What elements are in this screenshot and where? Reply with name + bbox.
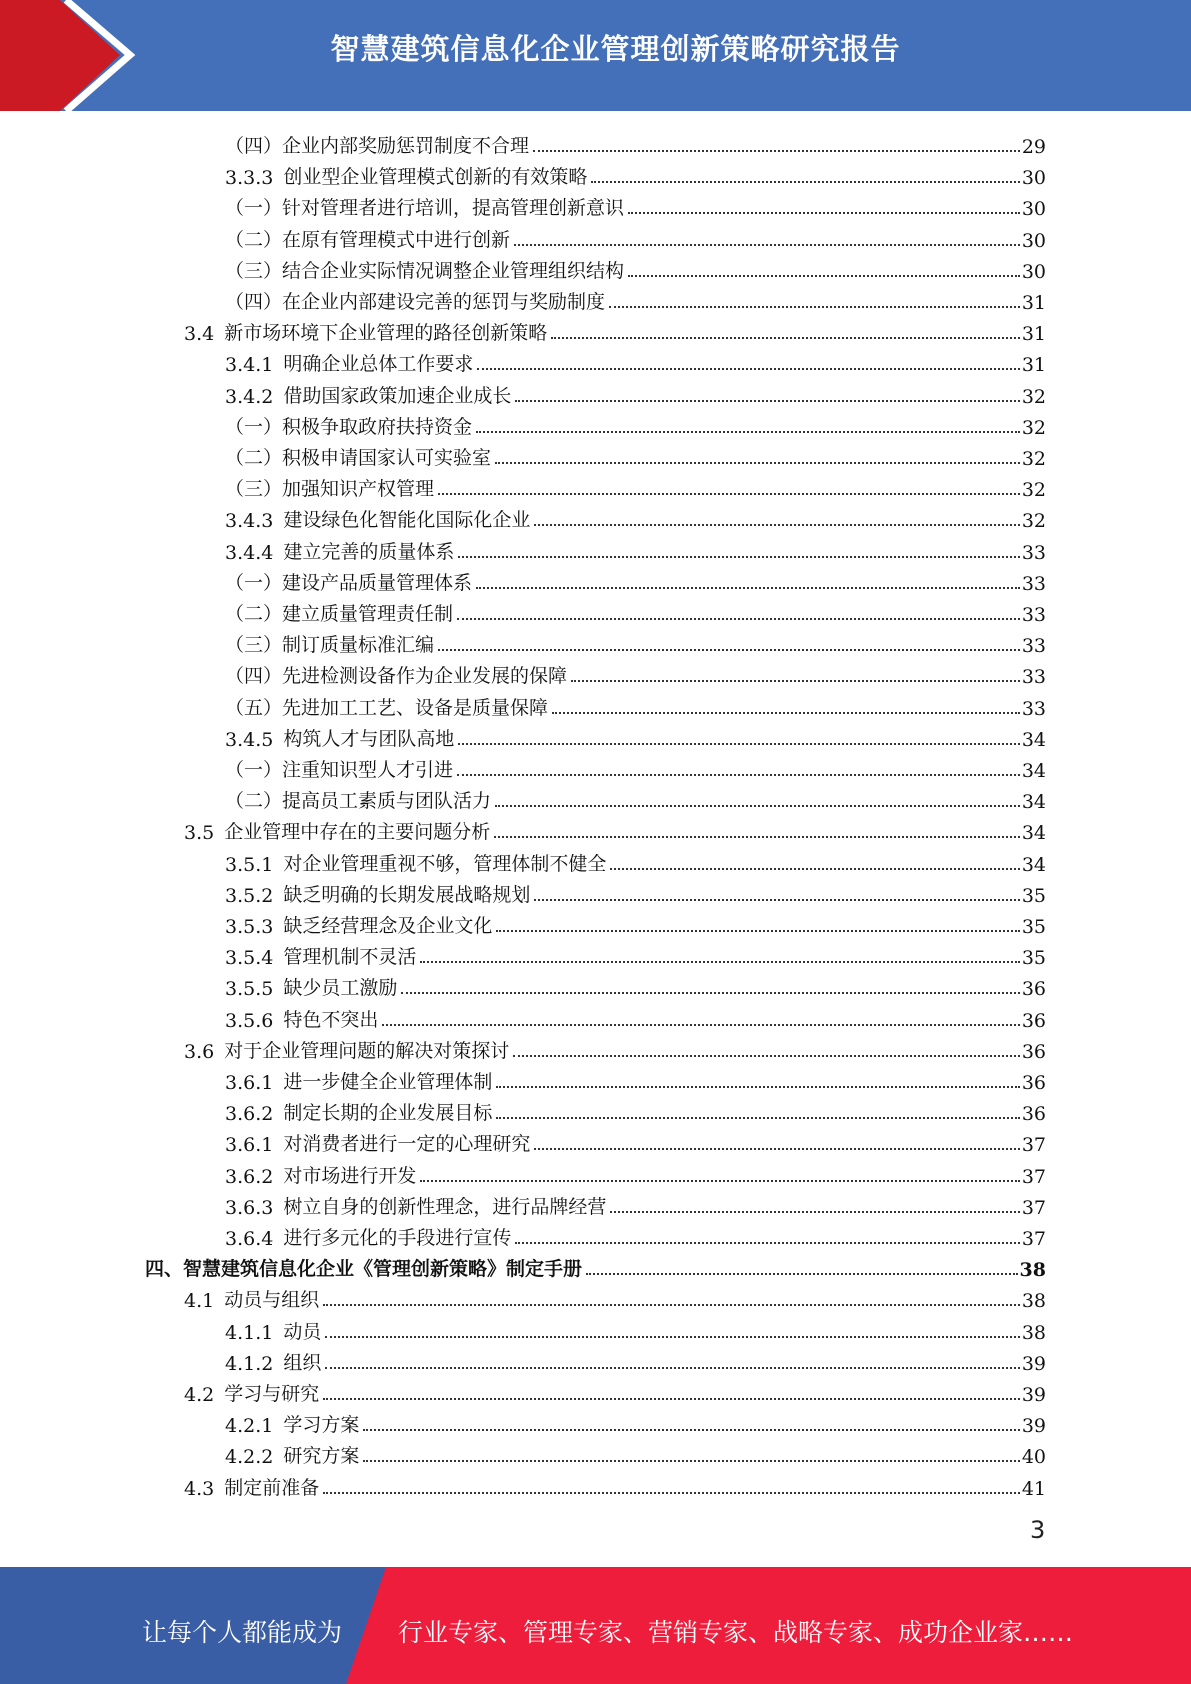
toc-leader-dots (495, 795, 1020, 807)
toc-entry[interactable] (225, 127, 1046, 158)
toc-entry-title: 明确企业总体工作要求 (283, 353, 474, 376)
toc-entry-page: 33 (1021, 635, 1046, 658)
toc-entry-title: 缺乏经营理念及企业文化 (283, 915, 493, 937)
toc-entry-page: 31 (1021, 323, 1046, 346)
toc-entry[interactable] (225, 408, 1046, 439)
toc-entry-title: 进行多元化的手段进行宣传 (283, 1227, 512, 1249)
toc-entry-title: 建设绿色化智能化国际化企业 (283, 509, 531, 532)
toc-leader-dots (610, 858, 1019, 870)
toc-entry-page: 36 (1021, 1072, 1046, 1094)
toc-entry-number: 3.5.1 (225, 853, 274, 876)
toc-entry-title: 组织 (283, 1351, 322, 1374)
toc-entry[interactable] (184, 1469, 1046, 1500)
toc-entry-page: 34 (1021, 728, 1046, 751)
page-header (0, 0, 1191, 111)
toc-entry-title: 学习与研究 (224, 1383, 320, 1405)
toc-entry[interactable] (225, 969, 1046, 1000)
toc-entry-title: （三）结合企业实际情况调整企业管理组织结构 (225, 259, 625, 282)
toc-entry-title: 进一步健全企业管理体制 (283, 1071, 493, 1093)
toc-entry-title: 学习方案 (283, 1414, 360, 1437)
toc-entry[interactable] (225, 1313, 1046, 1344)
toc-leader-dots (628, 265, 1020, 277)
toc-entry-number: 3.6.1 (225, 1072, 274, 1094)
toc-leader-dots (494, 826, 1020, 838)
toc-entry[interactable] (225, 720, 1046, 751)
toc-leader-dots (515, 1232, 1019, 1244)
toc-entry-title: 缺少员工激励 (283, 977, 398, 1000)
toc-entry[interactable] (225, 1437, 1046, 1468)
toc-leader-dots (609, 296, 1020, 308)
toc-entry-number: 3.3.3 (225, 167, 274, 190)
toc-entry-title: （二）积极申请国家认可实验室 (225, 447, 492, 469)
toc-entry-number: 3.4 (184, 323, 215, 346)
toc-leader-dots (363, 1450, 1019, 1462)
toc-entry[interactable] (225, 1219, 1046, 1250)
toc-entry-title: （四）先进检测设备作为企业发展的保障 (225, 665, 568, 688)
toc-entry-page: 37 (1021, 1228, 1046, 1250)
toc-entry-title: 研究方案 (283, 1445, 360, 1468)
toc-entry[interactable] (184, 813, 1046, 844)
toc-entry[interactable] (225, 751, 1046, 782)
toc-entry-title: 对消费者进行一定的心理研究 (283, 1133, 531, 1156)
toc-leader-dots (457, 608, 1020, 620)
toc-entry-title: （四）企业内部奖励惩罚制度不合理 (225, 135, 530, 157)
toc-entry-page: 30 (1021, 167, 1046, 190)
toc-entry[interactable] (184, 1281, 1046, 1312)
toc-entry[interactable] (225, 907, 1046, 938)
toc-entry[interactable] (225, 533, 1046, 564)
toc-entry-number: 3.5.3 (225, 916, 274, 938)
toc-entry-page: 33 (1021, 697, 1046, 720)
toc-leader-dots (323, 1482, 1020, 1494)
toc-entry-page: 36 (1021, 1040, 1046, 1063)
toc-entry-title: （一）积极争取政府扶持资金 (225, 415, 473, 438)
toc-leader-dots (420, 951, 1019, 963)
toc-leader-dots (496, 920, 1019, 932)
toc-entry-page: 39 (1021, 1384, 1046, 1406)
toc-entry-number: 3.5.6 (225, 1009, 274, 1032)
toc-entry-title: 动员与组织 (224, 1289, 320, 1312)
toc-entry-number: 3.5.4 (225, 947, 274, 970)
toc-entry[interactable] (225, 1344, 1046, 1375)
toc-entry-number: 3.5 (184, 822, 215, 845)
toc-entry-page: 38 (1021, 1290, 1046, 1313)
toc-entry-title: （一）建设产品质量管理体系 (225, 571, 473, 594)
toc-leader-dots (323, 1294, 1020, 1306)
toc-entry-number: 3.6.2 (225, 1103, 274, 1126)
toc-entry[interactable] (225, 439, 1046, 470)
toc-leader-dots (610, 1201, 1019, 1213)
toc-entry-title: 对于企业管理问题的解决对策探讨 (224, 1039, 510, 1062)
toc-entry[interactable] (225, 782, 1046, 813)
toc-entry-title: （一）注重知识型人才引进 (225, 759, 454, 781)
toc-entry-title: 对市场进行开发 (283, 1164, 417, 1187)
toc-leader-dots (513, 1045, 1020, 1057)
toc-entry-page: 33 (1021, 604, 1046, 626)
toc-entry-page: 37 (1021, 1165, 1046, 1188)
toc-entry-page: 36 (1021, 1009, 1046, 1032)
toc-entry-number: 3.4.2 (225, 385, 274, 408)
toc-leader-dots (401, 982, 1019, 994)
toc-entry-page: 35 (1021, 916, 1046, 938)
toc-entry-number: 4.1.2 (225, 1352, 274, 1375)
toc-entry-number: 4.2.2 (225, 1446, 274, 1469)
toc-entry[interactable] (225, 1001, 1046, 1032)
toc-entry-page: 34 (1021, 853, 1046, 876)
toc-entry-number: 4.3 (184, 1477, 215, 1500)
toc-entry[interactable] (225, 252, 1046, 283)
toc-entry-number: 3.5.2 (225, 884, 274, 907)
toc-entry-number: 3.6 (184, 1040, 215, 1063)
toc-entry-title: （二）建立质量管理责任制 (225, 603, 454, 625)
toc-entry[interactable] (225, 189, 1046, 220)
toc-entry-page: 36 (1021, 978, 1046, 1001)
toc-entry-number: 3.6.1 (225, 1134, 274, 1157)
toc-leader-dots (420, 1170, 1019, 1182)
toc-entry-page: 32 (1021, 479, 1046, 502)
toc-leader-dots (551, 327, 1020, 339)
toc-entry[interactable] (225, 876, 1046, 907)
toc-entry[interactable] (225, 689, 1046, 720)
toc-entry[interactable] (225, 221, 1046, 252)
toc-entry-title: （二）提高员工素质与团队活力 (225, 790, 492, 813)
toc-entry[interactable] (225, 657, 1046, 688)
toc-leader-dots (325, 1357, 1019, 1369)
toc-entry-page: 34 (1021, 791, 1046, 814)
footer-slogan-right: 行业专家、管理专家、营销专家、战略专家、成功企业家…… (398, 1618, 1074, 1647)
toc-leader-dots (586, 1263, 1018, 1275)
toc-entry-page: 37 (1021, 1134, 1046, 1157)
toc-entry[interactable] (225, 345, 1046, 376)
toc-entry-title: 动员 (283, 1320, 322, 1343)
toc-entry-page: 33 (1021, 541, 1046, 564)
toc-entry-title: 制定前准备 (224, 1476, 320, 1499)
toc-entry-title: 建立完善的质量体系 (283, 540, 455, 563)
toc-entry-page: 32 (1021, 416, 1046, 439)
toc-entry-page: 38 (1019, 1259, 1046, 1282)
document-title: 智慧建筑信息化企业管理创新策略研究报告 (330, 32, 901, 66)
toc-leader-dots (534, 889, 1019, 901)
toc-entry-page: 35 (1021, 947, 1046, 970)
toc-leader-dots (323, 1388, 1020, 1400)
toc-entry[interactable] (225, 377, 1046, 408)
toc-entry-number: 4.2 (184, 1384, 215, 1406)
toc-leader-dots (457, 764, 1020, 776)
toc-entry[interactable] (225, 283, 1046, 314)
toc-entry-page: 39 (1021, 1415, 1046, 1438)
toc-entry-title: 制定长期的企业发展目标 (283, 1102, 493, 1125)
toc-entry-page: 40 (1021, 1446, 1046, 1469)
toc-entry-number: 3.4.4 (225, 541, 274, 564)
toc-leader-dots (458, 733, 1019, 745)
toc-leader-dots (382, 1014, 1019, 1026)
toc-entry-title: 构筑人才与团队高地 (283, 727, 455, 750)
toc-entry[interactable] (225, 595, 1046, 626)
toc-entry-page: 31 (1021, 354, 1046, 377)
toc-entry-title: 缺乏明确的长期发展战略规划 (283, 883, 531, 906)
toc-leader-dots (495, 452, 1020, 464)
toc-entry[interactable] (225, 1406, 1046, 1437)
toc-entry[interactable] (225, 1188, 1046, 1219)
toc-entry[interactable] (225, 938, 1046, 969)
toc-leader-dots (476, 577, 1020, 589)
toc-entry-title: （五）先进加工工艺、设备是质量保障 (225, 696, 549, 719)
toc-entry-page: 34 (1021, 760, 1046, 782)
toc-entry-number: 4.1.1 (225, 1321, 274, 1344)
toc-entry-number: 3.5.5 (225, 978, 274, 1001)
toc-entry-title: 四、智慧建筑信息化企业《管理创新策略》制定手册 (145, 1258, 583, 1281)
toc-entry[interactable] (225, 1094, 1046, 1125)
toc-entry-page: 32 (1021, 510, 1046, 533)
toc-entry-title: 新市场环境下企业管理的路径创新策略 (224, 322, 548, 345)
toc-entry-title: 管理机制不灵活 (283, 946, 417, 969)
toc-entry-title: 企业管理中存在的主要问题分析 (224, 821, 491, 844)
toc-leader-dots (496, 1076, 1019, 1088)
toc-entry-number: 4.2.1 (225, 1415, 274, 1438)
page-number: 3 (1030, 1516, 1046, 1544)
toc-entry-page: 30 (1021, 198, 1046, 221)
toc-entry-number: 3.4.5 (225, 728, 274, 751)
toc-leader-dots (438, 639, 1020, 651)
toc-leader-dots (571, 670, 1020, 682)
toc-entry-page: 41 (1021, 1477, 1046, 1500)
toc-entry[interactable] (184, 1375, 1046, 1406)
toc-leader-dots (514, 234, 1020, 246)
toc-leader-dots (591, 171, 1019, 183)
toc-entry-page: 33 (1021, 572, 1046, 595)
toc-entry-number: 3.4.1 (225, 354, 274, 377)
toc-entry-number: 3.6.4 (225, 1228, 274, 1250)
toc-entry[interactable] (225, 845, 1046, 876)
toc-leader-dots (534, 1138, 1019, 1150)
toc-entry-page: 31 (1021, 292, 1046, 314)
toc-entry-title: （一）针对管理者进行培训，提高管理创新意识 (225, 197, 625, 220)
toc-entry-title: 特色不突出 (283, 1008, 379, 1031)
toc-entry[interactable] (225, 626, 1046, 657)
toc-entry-title: （四）在企业内部建设完善的惩罚与奖励制度 (225, 291, 606, 313)
toc-leader-dots (458, 546, 1019, 558)
toc-entry[interactable] (225, 501, 1046, 532)
toc-entry-title: （三）制订质量标准汇编 (225, 634, 435, 657)
toc-entry-title: （三）加强知识产权管理 (225, 478, 435, 501)
toc-leader-dots (477, 358, 1019, 370)
toc-entry[interactable] (225, 158, 1046, 189)
toc-leader-dots (534, 514, 1019, 526)
toc-entry-number: 3.6.3 (225, 1196, 274, 1219)
toc-entry[interactable] (145, 1250, 1046, 1281)
toc-leader-dots (628, 202, 1020, 214)
toc-entry-page: 30 (1021, 260, 1046, 283)
toc-entry[interactable] (225, 470, 1046, 501)
toc-entry[interactable] (184, 1032, 1046, 1063)
toc-entry-page: 39 (1021, 1352, 1046, 1375)
toc-entry-page: 37 (1021, 1196, 1046, 1219)
toc-entry-page: 30 (1021, 229, 1046, 252)
toc-leader-dots (363, 1419, 1019, 1431)
toc-entry[interactable] (225, 1063, 1046, 1094)
toc-leader-dots (533, 140, 1020, 152)
toc-entry-page: 35 (1021, 884, 1046, 907)
toc-entry-page: 29 (1021, 136, 1046, 158)
toc-entry-page: 34 (1021, 822, 1046, 845)
toc-entry-number: 3.4.3 (225, 510, 274, 533)
toc-leader-dots (515, 390, 1019, 402)
toc-leader-dots (496, 1107, 1019, 1119)
toc-leader-dots (476, 421, 1020, 433)
toc-entry-title: 对企业管理重视不够，管理体制不健全 (283, 852, 607, 875)
toc-entry-page: 38 (1021, 1321, 1046, 1344)
toc-entry-title: （二）在原有管理模式中进行创新 (225, 228, 511, 251)
toc-entry[interactable] (225, 1125, 1046, 1156)
toc-entry[interactable] (184, 314, 1046, 345)
toc-entry-title: 借助国家政策加速企业成长 (283, 384, 512, 407)
toc-leader-dots (552, 702, 1020, 714)
toc-entry-title: 创业型企业管理模式创新的有效策略 (283, 166, 588, 189)
toc-entry[interactable] (225, 1157, 1046, 1188)
toc-entry-number: 3.6.2 (225, 1165, 274, 1188)
toc-entry-title: 树立自身的创新性理念，进行品牌经营 (283, 1195, 607, 1218)
toc-entry-page: 32 (1021, 385, 1046, 408)
toc-leader-dots (325, 1326, 1019, 1338)
toc-entry-page: 33 (1021, 666, 1046, 689)
footer-slogan-left: 让每个人都能成为 (142, 1618, 343, 1647)
toc-entry[interactable] (225, 564, 1046, 595)
toc-entry-number: 4.1 (184, 1290, 215, 1313)
toc-entry-page: 32 (1021, 448, 1046, 470)
toc-leader-dots (438, 483, 1020, 495)
toc-entry-page: 36 (1021, 1103, 1046, 1126)
